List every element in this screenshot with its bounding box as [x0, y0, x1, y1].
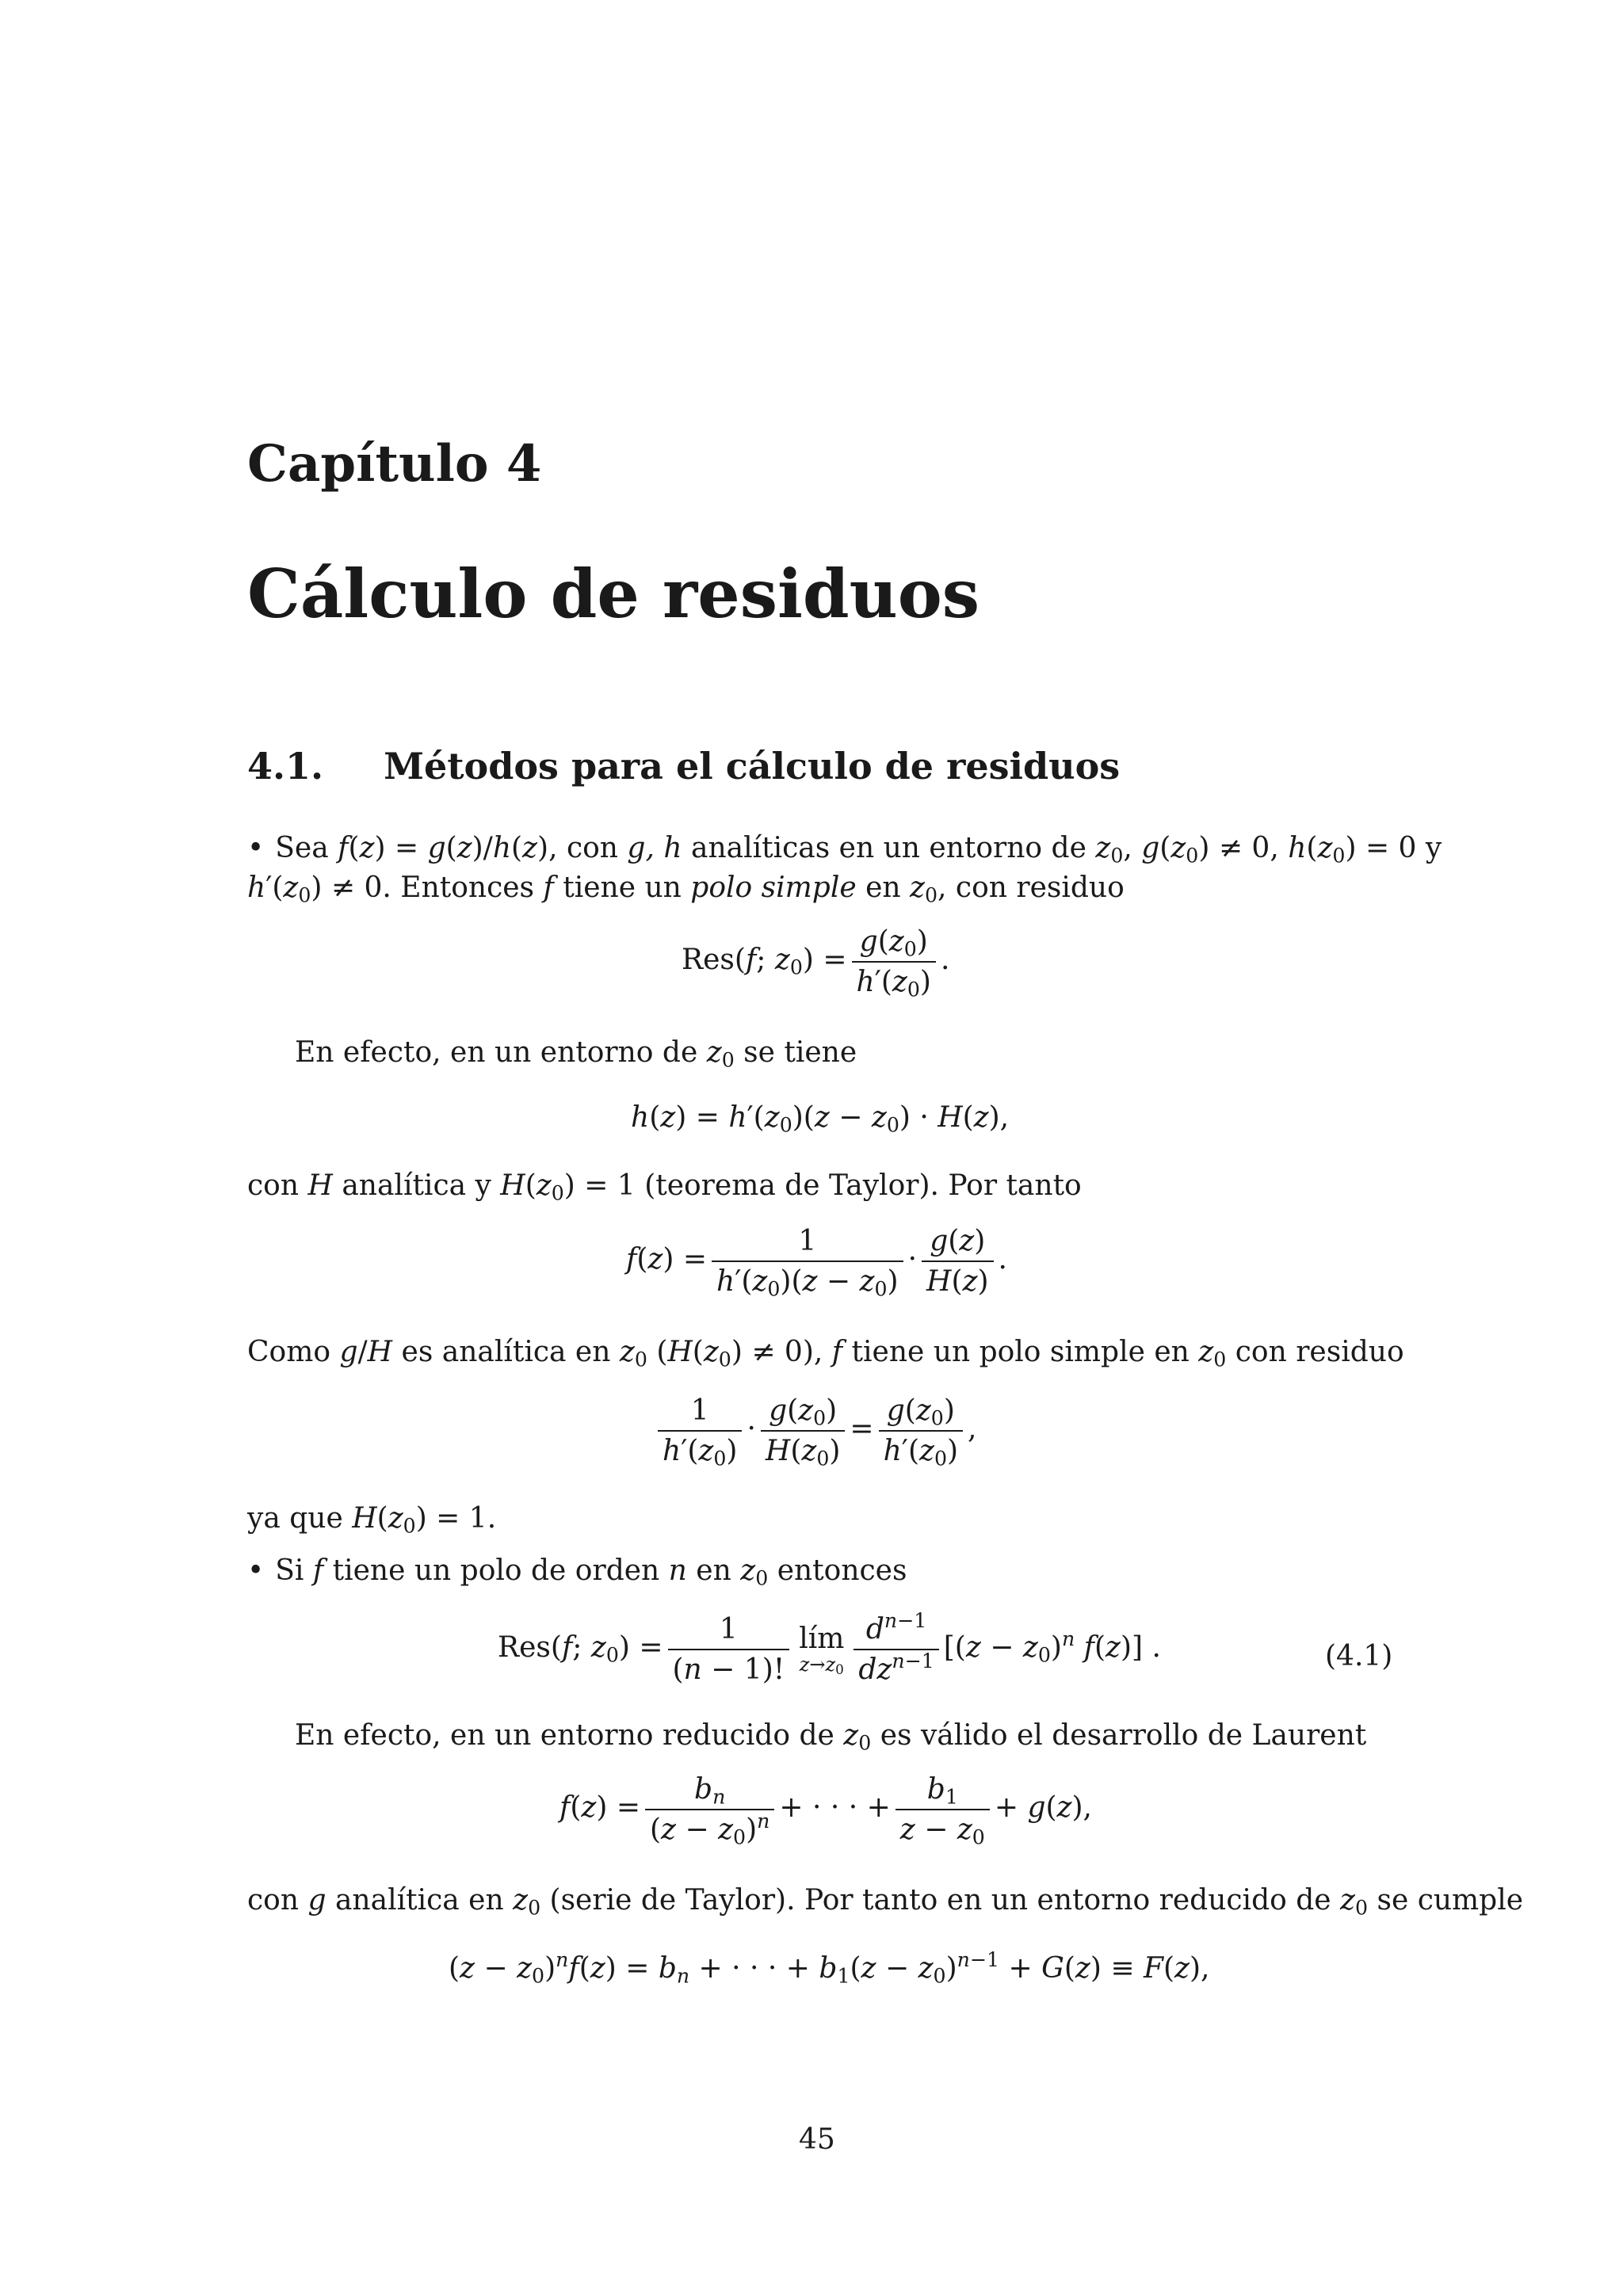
equation-h-expansion: $h(z) = h'(z_0)(z - z_0) \cdot H(z)$,	[631, 1101, 1010, 1137]
paragraph-7: En efecto, en un entorno reducido de $z_0$ es válido el desarrollo de Laurent	[295, 1719, 1367, 1755]
equation-residue-simple-pole: Res(f; $z_0$) = $\frac{g(z_0)}{h'(z_0)}$ .	[682, 925, 950, 1001]
equation-laurent-series: f(z) = $\frac{b_n}{(z - z_0)^n}$ + · · · + $\frac{b_1}{z - z_0}$ + g(z),	[559, 1773, 1092, 1849]
paragraph-bullet-2: • Si f tiene un polo de orden n en $z_0$ entonces	[247, 1554, 907, 1590]
equation-F-definition: $(z - z_0)^nf(z) = b_n$ + · · · + $b_1(z - z_0)^{n-1} + G(z) \equiv F(z)$,	[449, 1948, 1210, 1988]
paragraph-bullet-1: • Sea f(z) = g(z)/h(z), con g, h analíticas en un entorno de $z_0$, $g(z_0) \ne 0$, $h(z_0) = 0$ y	[247, 832, 1442, 868]
chapter-label: Capítulo 4	[247, 434, 542, 494]
equation-f-factorization: f(z) = $\frac{1}{h'(z_0)(z - z_0)}$ · $\frac{g(z)}{H(z)}$ .	[626, 1225, 1007, 1301]
paragraph-3: con H analítica y $H(z_0) = 1$ (teorema de Taylor). Por tanto	[247, 1169, 1082, 1205]
equation-number: (4.1)	[1325, 1640, 1393, 1672]
limit-operator: lím $z\to z_0$	[799, 1623, 845, 1678]
section-number: 4.1.	[247, 745, 324, 788]
section-title: Métodos para el cálculo de residuos	[384, 745, 1121, 788]
equation-residue-higher-order: Res(f; $z_0$) = $\frac{1}{(n - 1)!}$ lím $z\to z_0$ $\frac{d^{n-1}}{dz^{n-1}}$ [$(z - z_0)^n$ f(z)] .	[498, 1609, 1161, 1686]
section-heading	[247, 745, 1120, 788]
chapter-title: Cálculo de residuos	[247, 555, 980, 633]
page-number: 45	[799, 2123, 835, 2156]
paragraph-2: En efecto, en un entorno de $z_0$ se tiene	[295, 1036, 857, 1072]
bullet-icon: •	[247, 1554, 265, 1587]
paragraph-5: ya que $H(z_0) = 1$.	[247, 1502, 497, 1538]
equation-residue-result: $\frac{1}{h'(z_0)}$ · $\frac{g(z_0)}{H(z_0)}$ = $\frac{g(z_0)}{h'(z_0)}$ ,	[653, 1394, 976, 1467]
paragraph-4: Como g/H es analítica en $z_0$ $(H(z_0) \ne 0)$, f tiene un polo simple en $z_0$ con residuo	[247, 1336, 1404, 1371]
bullet-icon: •	[247, 832, 265, 864]
paragraph-bullet-1-line-2: $h'(z_0) \ne 0$. Entonces f tiene un polo simple en $z_0$, con residuo	[247, 871, 1125, 907]
paragraph-8: con g analítica en $z_0$ (serie de Taylor). Por tanto en un entorno reducido de $z_0$ se cumple	[247, 1884, 1524, 1920]
